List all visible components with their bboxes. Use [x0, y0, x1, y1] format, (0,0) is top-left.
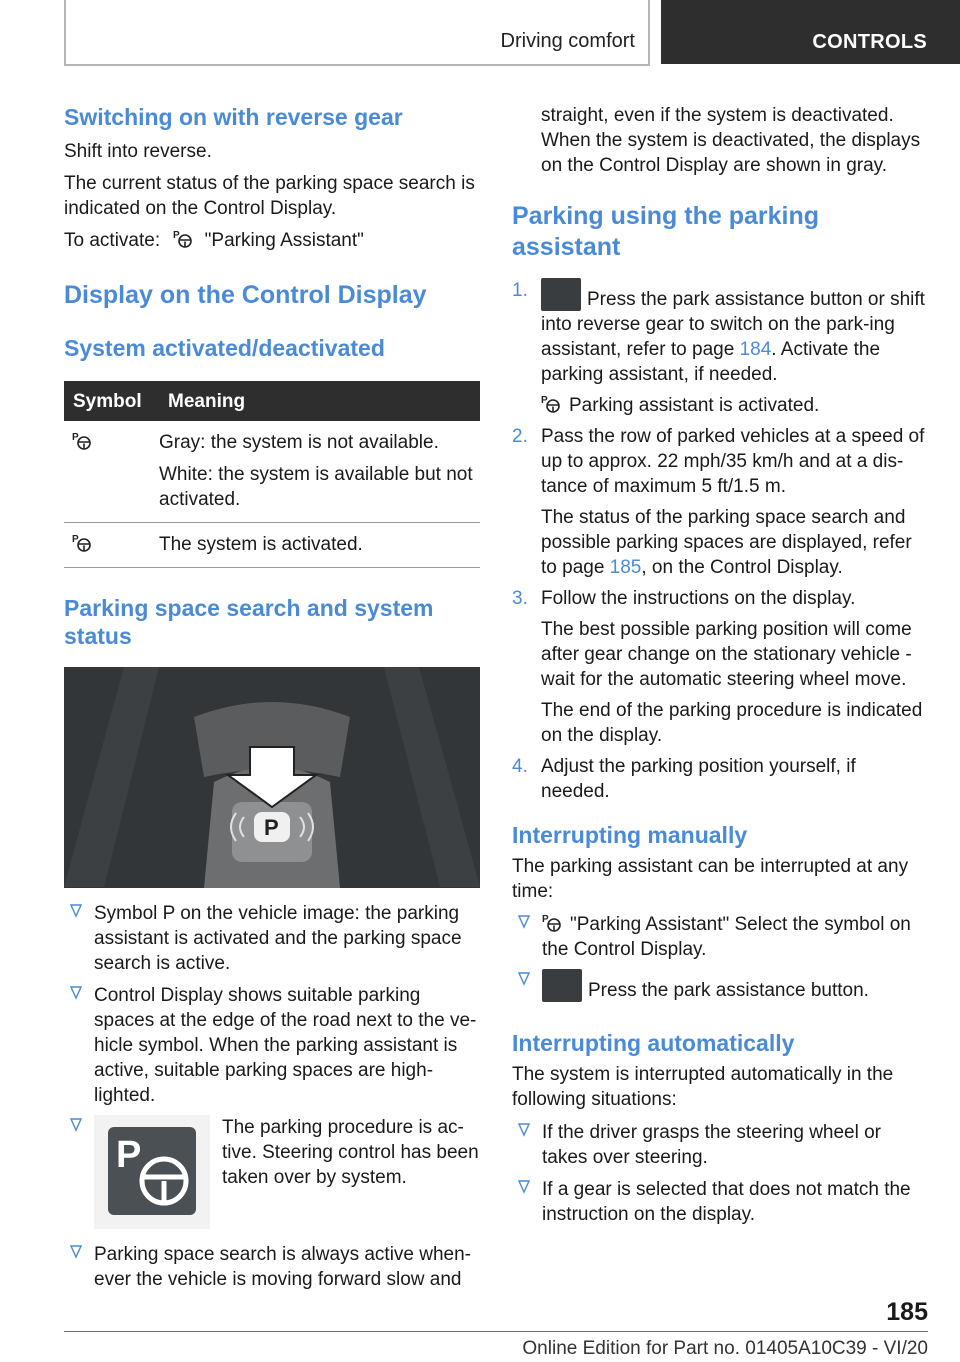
interrupt-auto-text: The system is interrupted automatically in the following situations: — [512, 1064, 894, 1110]
header-rule-left — [64, 0, 66, 66]
bullet-triangle-icon — [518, 1123, 530, 1137]
bullet-triangle-icon — [518, 1180, 530, 1194]
row1-line1: Gray: the system is not available. — [159, 432, 439, 453]
svg-text:P: P — [72, 534, 79, 545]
parking-assistant-icon — [541, 394, 561, 414]
parking-assistant-icon — [542, 913, 562, 933]
svg-text:P: P — [116, 1134, 142, 1176]
table-row — [64, 523, 480, 568]
search-status-heading: Parking space search and system status — [64, 595, 434, 649]
bullet-triangle-icon — [518, 972, 530, 986]
row1-line2: White: the system is available but not activated. — [159, 464, 473, 510]
list-item: Parking space search is always active when‐ever the vehicle is moving forward slow and — [64, 1242, 480, 1292]
list-item: Press the park assistance button. — [512, 969, 928, 1009]
page-link-185[interactable]: 185 — [609, 557, 642, 578]
svg-text:P: P — [542, 914, 549, 925]
page-number: 185 — [886, 1298, 928, 1326]
park-assistance-button-icon — [542, 969, 582, 1002]
bullet-triangle-icon — [70, 904, 82, 918]
left-column — [64, 103, 480, 1299]
table-header-meaning: Meaning — [159, 381, 480, 421]
steps-list — [512, 278, 928, 804]
page-link-184[interactable]: 184 — [739, 339, 772, 360]
table-row — [64, 421, 480, 523]
list-item: 4. Adjust the parking position yourself, if needed. — [512, 756, 856, 802]
parking-procedure-active-icon — [94, 1115, 210, 1229]
right-column — [512, 103, 928, 1234]
control-display-vehicle-image — [64, 667, 480, 888]
status-bullet-list — [64, 901, 480, 1292]
table-header-symbol: Symbol — [64, 381, 159, 421]
activate-value: "Parking Assistant" — [204, 230, 364, 251]
interrupt-auto-heading: Interrupting automatically — [512, 1030, 795, 1056]
list-item: 2. Pass the row of parked vehicles at a speed of up to approx. 22 mph/35 km/h and at a dis‐tance of maximum 5 ft/1.5 m. The status of the parking space search and possible parking spaces are displayed, refer to page 185, on the Control Display. — [512, 426, 925, 578]
bullet-triangle-icon — [518, 915, 530, 929]
display-heading: Display on the Control Display — [64, 281, 427, 309]
list-item: 1. Press the park assistance button or shift into reverse gear to switch on the park‐ing assistant, refer to page 184. Activate the parking assistant, if needed. P Parking assistant is activated. — [512, 280, 925, 416]
row2-text: The system is activated. — [159, 523, 480, 568]
reverse-gear-p1: Shift into reverse. — [64, 141, 212, 162]
reverse-gear-p2: The current status of the parking space search is indicated on the Control Display. — [64, 173, 475, 219]
bullet-triangle-icon — [70, 1245, 82, 1259]
list-item: If the driver grasps the steering wheel or takes over steering. — [512, 1120, 928, 1170]
list-item: P The parking procedure is ac‐tive. Steering control has been taken over by system. — [64, 1115, 480, 1235]
reverse-gear-heading: Switching on with reverse gear — [64, 104, 403, 130]
auto-bullet-list — [512, 1120, 928, 1227]
svg-text:P: P — [541, 395, 548, 406]
list-item: Control Display shows suitable parking spaces at the edge of the road next to the ve‐hicle symbol. When the parking assistant is active, suitable parking spaces are high‐lighted. — [64, 983, 480, 1108]
parking-assistant-heading: Parking using the parking assistant — [512, 202, 819, 261]
header-section-title: Driving comfort — [500, 30, 635, 52]
list-item: 3. Follow the instructions on the display. The best possible parking position will come after gear change on the stationary vehicle - wait for the automatic steering wheel move. The end of the parking procedure is indicated on the display. — [512, 588, 923, 746]
footer-edition: Online Edition for Part no. 01405A10C39 - VI/20 — [522, 1338, 928, 1359]
parking-assistant-gray-icon — [72, 431, 92, 451]
activate-line — [64, 228, 480, 253]
list-item: Symbol P on the vehicle image: the parking assistant is activated and the parking space search is active. — [64, 901, 480, 976]
bullet-triangle-icon — [70, 986, 82, 1000]
park-assistance-button-icon — [541, 278, 581, 311]
header-rule-mid — [648, 0, 650, 66]
header-chapter-title: CONTROLS — [812, 31, 927, 53]
system-activated-heading: System activated/deactivated — [64, 335, 385, 361]
interrupt-manual-text: The parking assistant can be interrupted at any time: — [512, 856, 909, 902]
parking-assistant-active-icon — [72, 533, 92, 553]
bullet-triangle-icon — [70, 1118, 82, 1132]
footer-rule — [64, 1331, 928, 1332]
symbol-table — [64, 381, 480, 568]
header-rule-bottom — [64, 64, 650, 66]
list-item: P "Parking Assistant" Select the symbol on the Control Display. — [512, 912, 928, 962]
activate-prefix: To activate: — [64, 230, 161, 251]
svg-text:P: P — [173, 230, 181, 241]
list-item: If a gear is selected that does not match the instruction on the display. — [512, 1177, 928, 1227]
interrupt-manual-heading: Interrupting manually — [512, 822, 748, 848]
parking-assistant-icon — [173, 229, 193, 249]
continued-text: straight, even if the system is deactivated. When the system is deactivated, the displays on the Control Display are shown in gray. — [541, 105, 921, 176]
svg-text:P: P — [72, 432, 79, 443]
manual-bullet-list — [512, 912, 928, 1009]
svg-text:P: P — [264, 815, 279, 840]
